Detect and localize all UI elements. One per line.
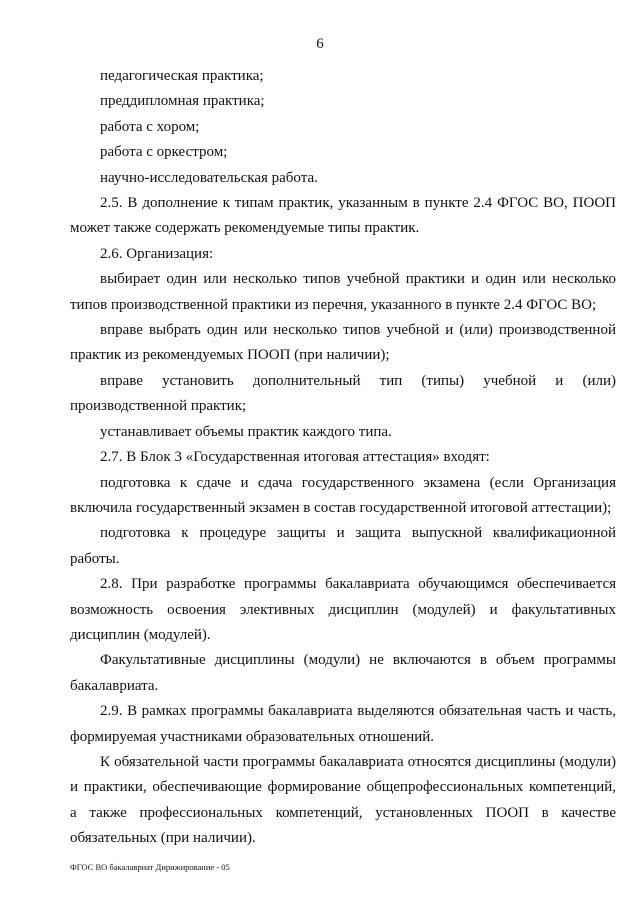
paragraph-2-9: 2.9. В рамках программы бакалавриата выделяются обязательная часть и часть, формируемая участниками образовательных отношений.: [70, 703, 616, 745]
paragraph-2-6-item-1: выбирает один или несколько типов учебной практики и один или несколько типов производственной практики из перечня, указанного в пункте 2.4 ФГОС ВО;: [70, 271, 616, 313]
document-body: [70, 64, 616, 852]
paragraph-2-6-item-4: устанавливает объемы практик каждого типа.: [100, 423, 392, 440]
paragraph-2-7-item-2: подготовка к процедуре защиты и защита выпускной квалификационной работы.: [70, 525, 616, 567]
paragraph-2-6-item-3: вправе установить дополнительный тип (типы) учебной и (или) производственной практик;: [70, 372, 616, 415]
list-item-pre-diploma-practice: преддипломная практика;: [100, 93, 265, 110]
list-item-research-work: научно-исследовательская работа.: [100, 169, 318, 186]
paragraph-2-7-item-1: подготовка к сдаче и сдача государственного экзамена (если Организация включила государственный экзамен в состав государственной итоговой аттестации);: [70, 474, 616, 516]
paragraph-2-9-mandatory-part: К обязательной части программы бакалавриата относятся дисциплины (модули) и практики, обеспечивающие формирование общепрофессиональных компетенций, а также профессиональных компетенций, установленных ПООП в качестве обязательных (при наличии).: [70, 753, 616, 847]
document-footer: ФГОС ВО бакалавриат Дирижирование - 05: [70, 862, 230, 872]
list-item-pedagogical-practice: педагогическая практика;: [100, 68, 264, 84]
paragraph-2-6-heading: 2.6. Организация:: [100, 245, 214, 262]
paragraph-2-8-optional: Факультативные дисциплины (модули) не включаются в объем программы бакалавриата.: [70, 652, 616, 694]
paragraph-2-5: 2.5. В дополнение к типам практик, указанным в пункте 2.4 ФГОС ВО, ПООП может также содержать рекомендуемые типы практик.: [70, 195, 616, 237]
paragraph-2-6-item-2: вправе выбрать один или несколько типов учебной и (или) производственной практик из рекомендуемых ПООП (при наличии);: [70, 322, 616, 364]
page-number: 6: [316, 36, 324, 52]
list-item-choir-work: работа с хором;: [100, 118, 200, 135]
paragraph-2-8: 2.8. При разработке программы бакалавриата обучающимся обеспечивается возможность освоения элективных дисциплин (модулей) и факультативных дисциплин (модулей).: [70, 576, 616, 643]
list-item-orchestra-work: работа с оркестром;: [100, 144, 228, 161]
paragraph-2-7-heading: 2.7. В Блок 3 «Государственная итоговая аттестация» входят:: [100, 449, 490, 466]
